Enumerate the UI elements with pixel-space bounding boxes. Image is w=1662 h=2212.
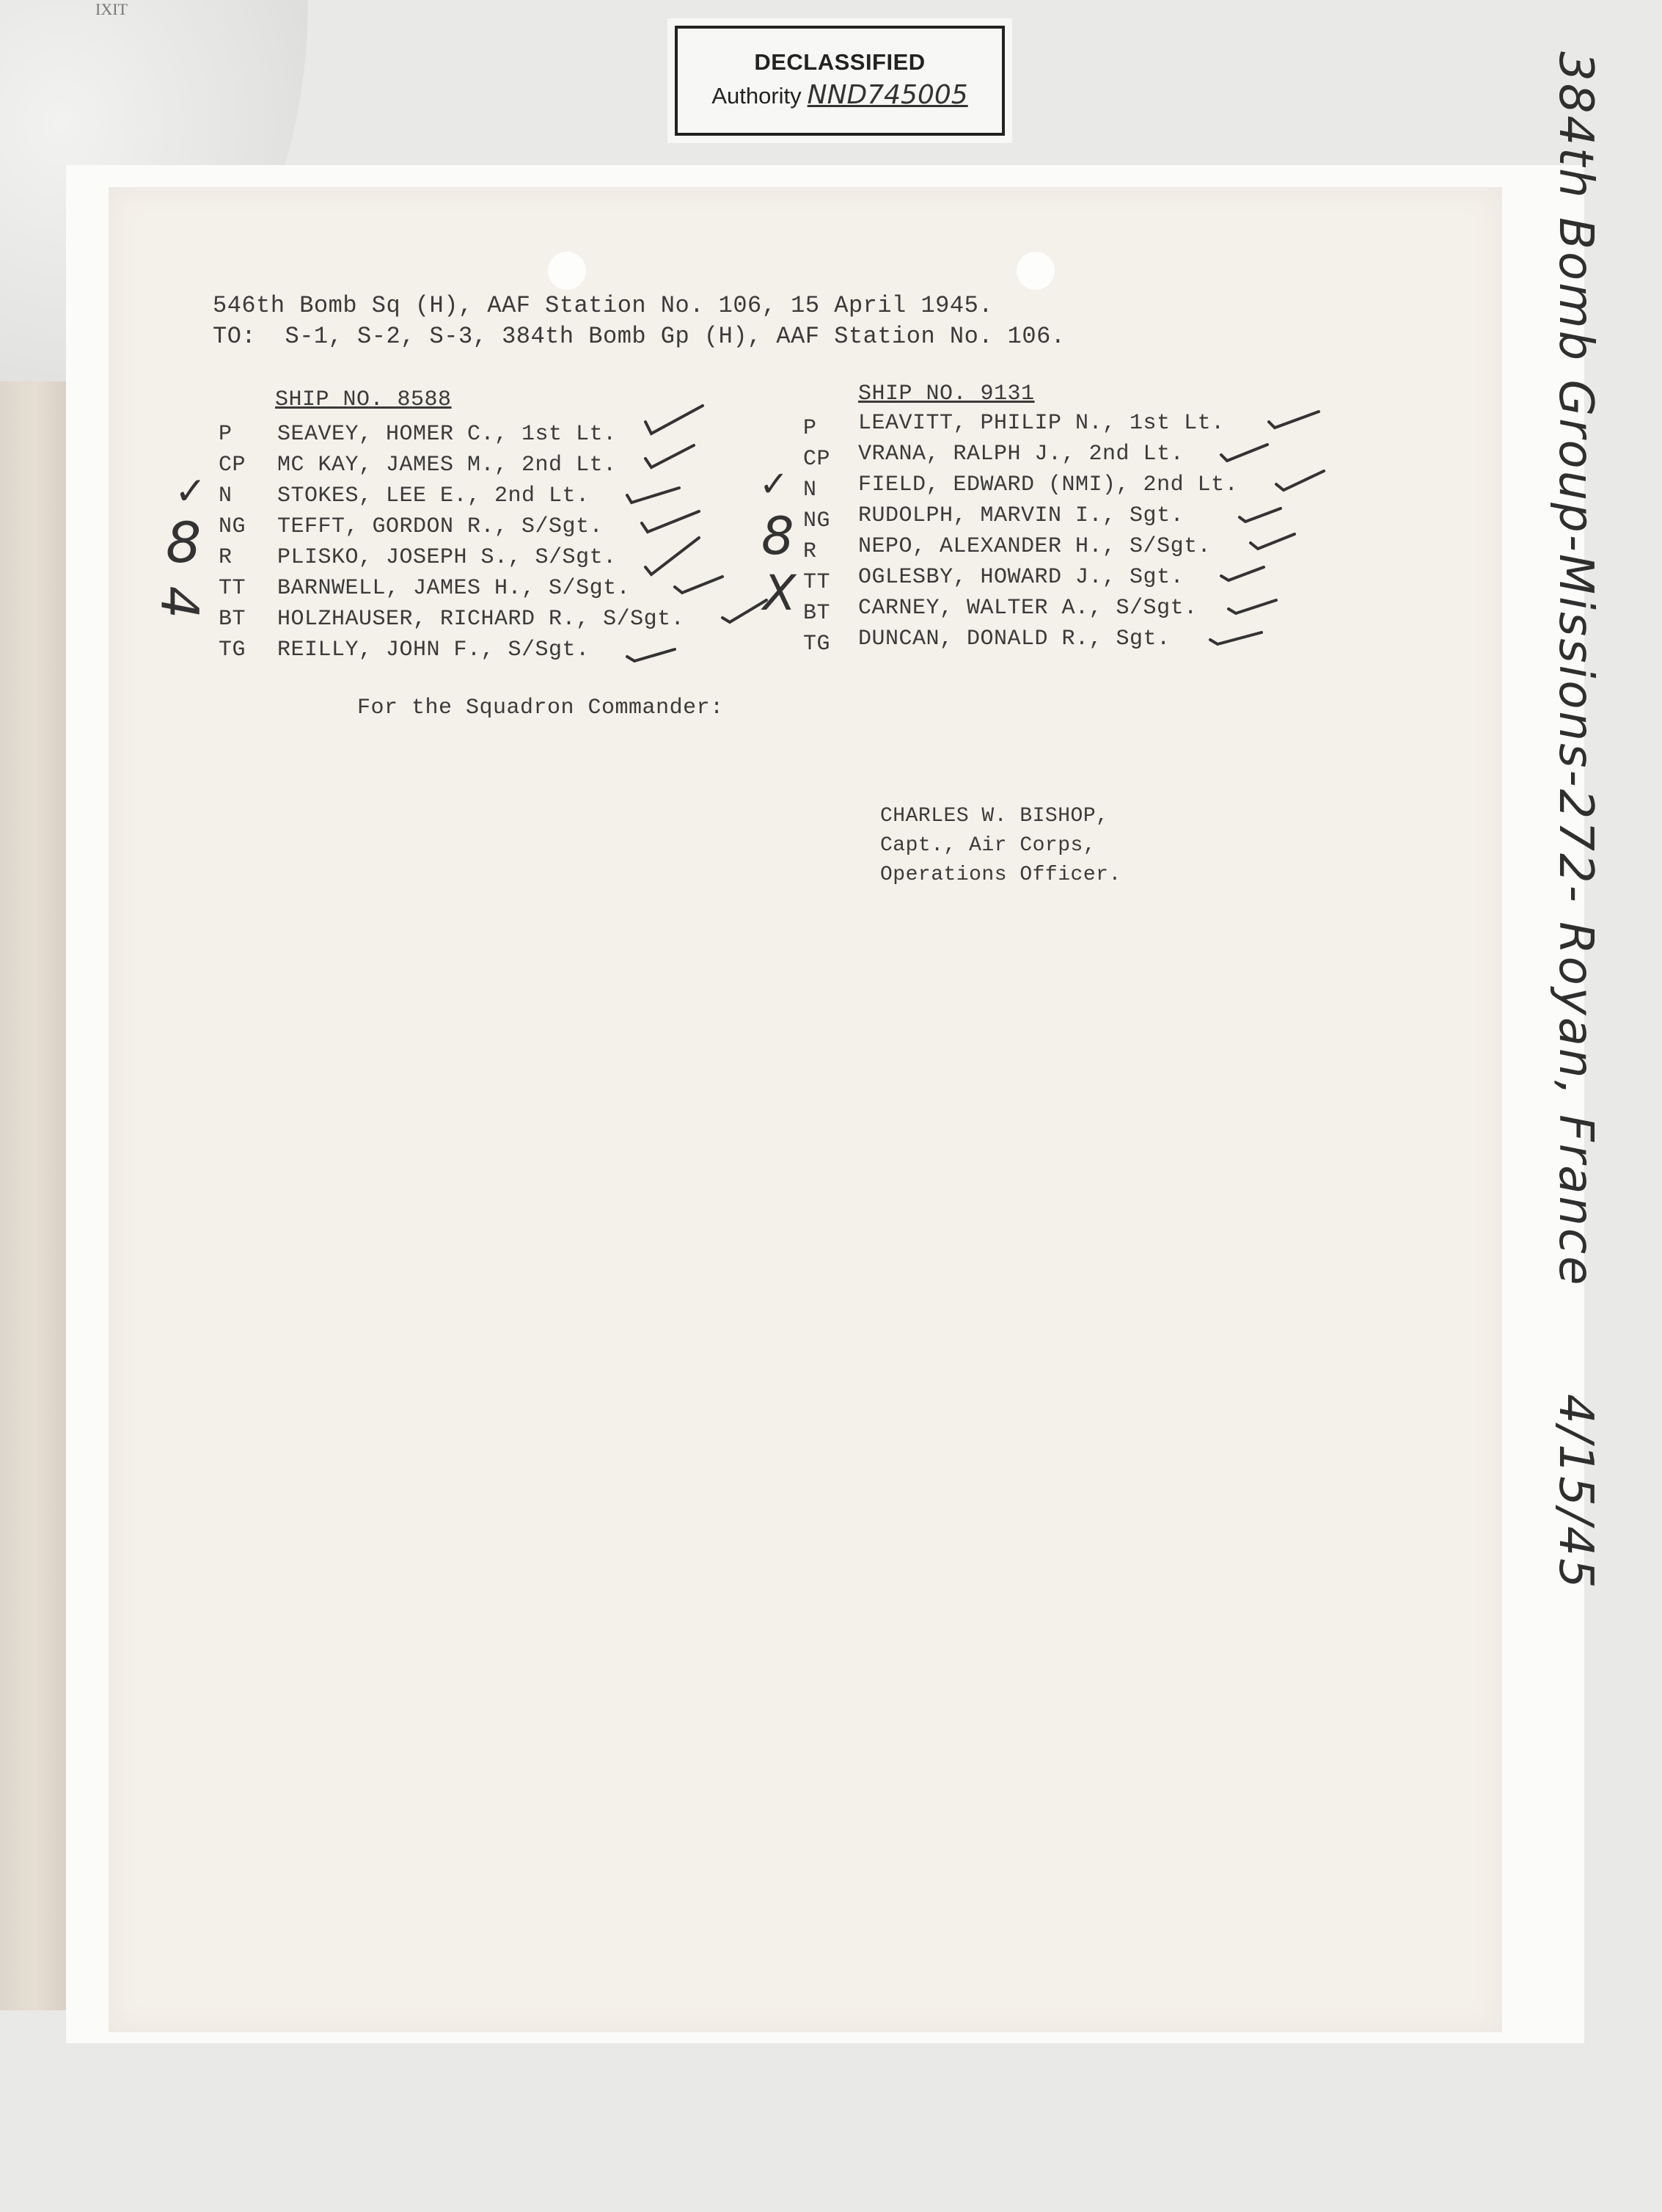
crew-name: TEFFT, GORDON R., S/Sgt. [277, 514, 604, 539]
closing-line: For the Squadron Commander: [357, 696, 724, 720]
tick-mark [1276, 471, 1324, 490]
crew-position: NG [803, 508, 831, 533]
stamp-authority-value: NND745005 [807, 80, 968, 110]
right-check-mark: ✓ [759, 464, 789, 505]
crew-name: VRANA, RALPH J., 2nd Lt. [858, 442, 1185, 467]
right-count-mark: 8 [761, 506, 794, 566]
crew-position: R [219, 545, 233, 570]
crew-name: SEAVEY, HOMER C., 1st Lt. [277, 422, 617, 447]
crew-position: TT [803, 570, 831, 595]
ship-heading-left: SHIP NO. 8588 [275, 387, 452, 412]
tick-mark [1240, 508, 1281, 522]
archival-margin-date: 4/15/45 [1548, 1394, 1603, 1591]
left-check-mark: ✓ [175, 470, 207, 514]
crew-position: CP [219, 453, 246, 478]
crew-position: P [219, 422, 233, 447]
stamp-title: DECLASSIFIED [754, 49, 926, 75]
archival-margin-note: 384th Bomb Group-Missions-272- Royan, France [1548, 51, 1603, 1288]
crew-position: TG [803, 632, 831, 657]
left-count-mark: 8 [166, 510, 202, 575]
tick-mark [645, 406, 703, 434]
crew-position: P [803, 416, 817, 441]
tick-mark [1251, 534, 1295, 549]
crew-name: OGLESBY, HOWARD J., Sgt. [858, 565, 1185, 590]
tick-mark [645, 538, 699, 574]
ship-heading-right: SHIP NO. 9131 [858, 382, 1035, 406]
crew-name: CARNEY, WALTER A., S/Sgt. [858, 596, 1198, 621]
stamp-authority-label: Authority [711, 83, 802, 109]
crew-position: BT [219, 607, 246, 632]
left-extra-mark: 4 [149, 585, 210, 619]
memo-header-line2: TO: S-1, S-2, S-3, 384th Bomb Gp (H), AAF Station No. 106. [213, 323, 1066, 350]
crew-position: BT [803, 601, 831, 626]
crew-name: DUNCAN, DONALD R., Sgt. [858, 627, 1171, 651]
crew-name: LEAVITT, PHILIP N., 1st Lt. [858, 411, 1225, 436]
tick-mark [1269, 412, 1319, 428]
tick-mark [722, 600, 766, 622]
tick-mark [1229, 600, 1276, 613]
tick-mark [645, 445, 694, 467]
crew-position: N [219, 483, 233, 508]
crew-position: R [803, 539, 817, 564]
crew-name: MC KAY, JAMES M., 2nd Lt. [277, 453, 617, 478]
crew-name: FIELD, EDWARD (NMI), 2nd Lt. [858, 472, 1239, 497]
folder-edge-text: IXIT [95, 0, 128, 18]
tick-mark [627, 649, 675, 661]
crew-name: REILLY, JOHN F., S/Sgt. [277, 638, 590, 662]
tick-mark [1210, 632, 1262, 644]
crew-position: TT [219, 576, 246, 601]
crew-name: PLISKO, JOSEPH S., S/Sgt. [277, 545, 617, 570]
signature-name: CHARLES W. BISHOP, [880, 805, 1109, 828]
crew-name: BARNWELL, JAMES H., S/Sgt. [277, 576, 631, 601]
crew-name: RUDOLPH, MARVIN I., Sgt. [858, 503, 1185, 528]
tick-mark [1221, 445, 1267, 461]
memo-header-line1: 546th Bomb Sq (H), AAF Station No. 106, 15 April 1945. [213, 292, 993, 319]
tick-mark [642, 511, 699, 532]
crew-name: NEPO, ALEXANDER H., S/Sgt. [858, 534, 1212, 559]
tick-mark [1221, 567, 1264, 580]
tick-mark [675, 577, 722, 593]
crew-position: NG [219, 514, 246, 539]
crew-name: STOKES, LEE E., 2nd Lt. [277, 483, 590, 508]
right-extra-mark: X [763, 565, 797, 621]
tick-mark [627, 488, 679, 503]
crew-position: CP [803, 447, 831, 472]
crew-position: TG [219, 638, 246, 662]
crew-position: N [803, 478, 817, 503]
signature-title: Operations Officer. [880, 864, 1121, 886]
signature-rank: Capt., Air Corps, [880, 834, 1097, 857]
crew-name: HOLZHAUSER, RICHARD R., S/Sgt. [277, 607, 685, 632]
